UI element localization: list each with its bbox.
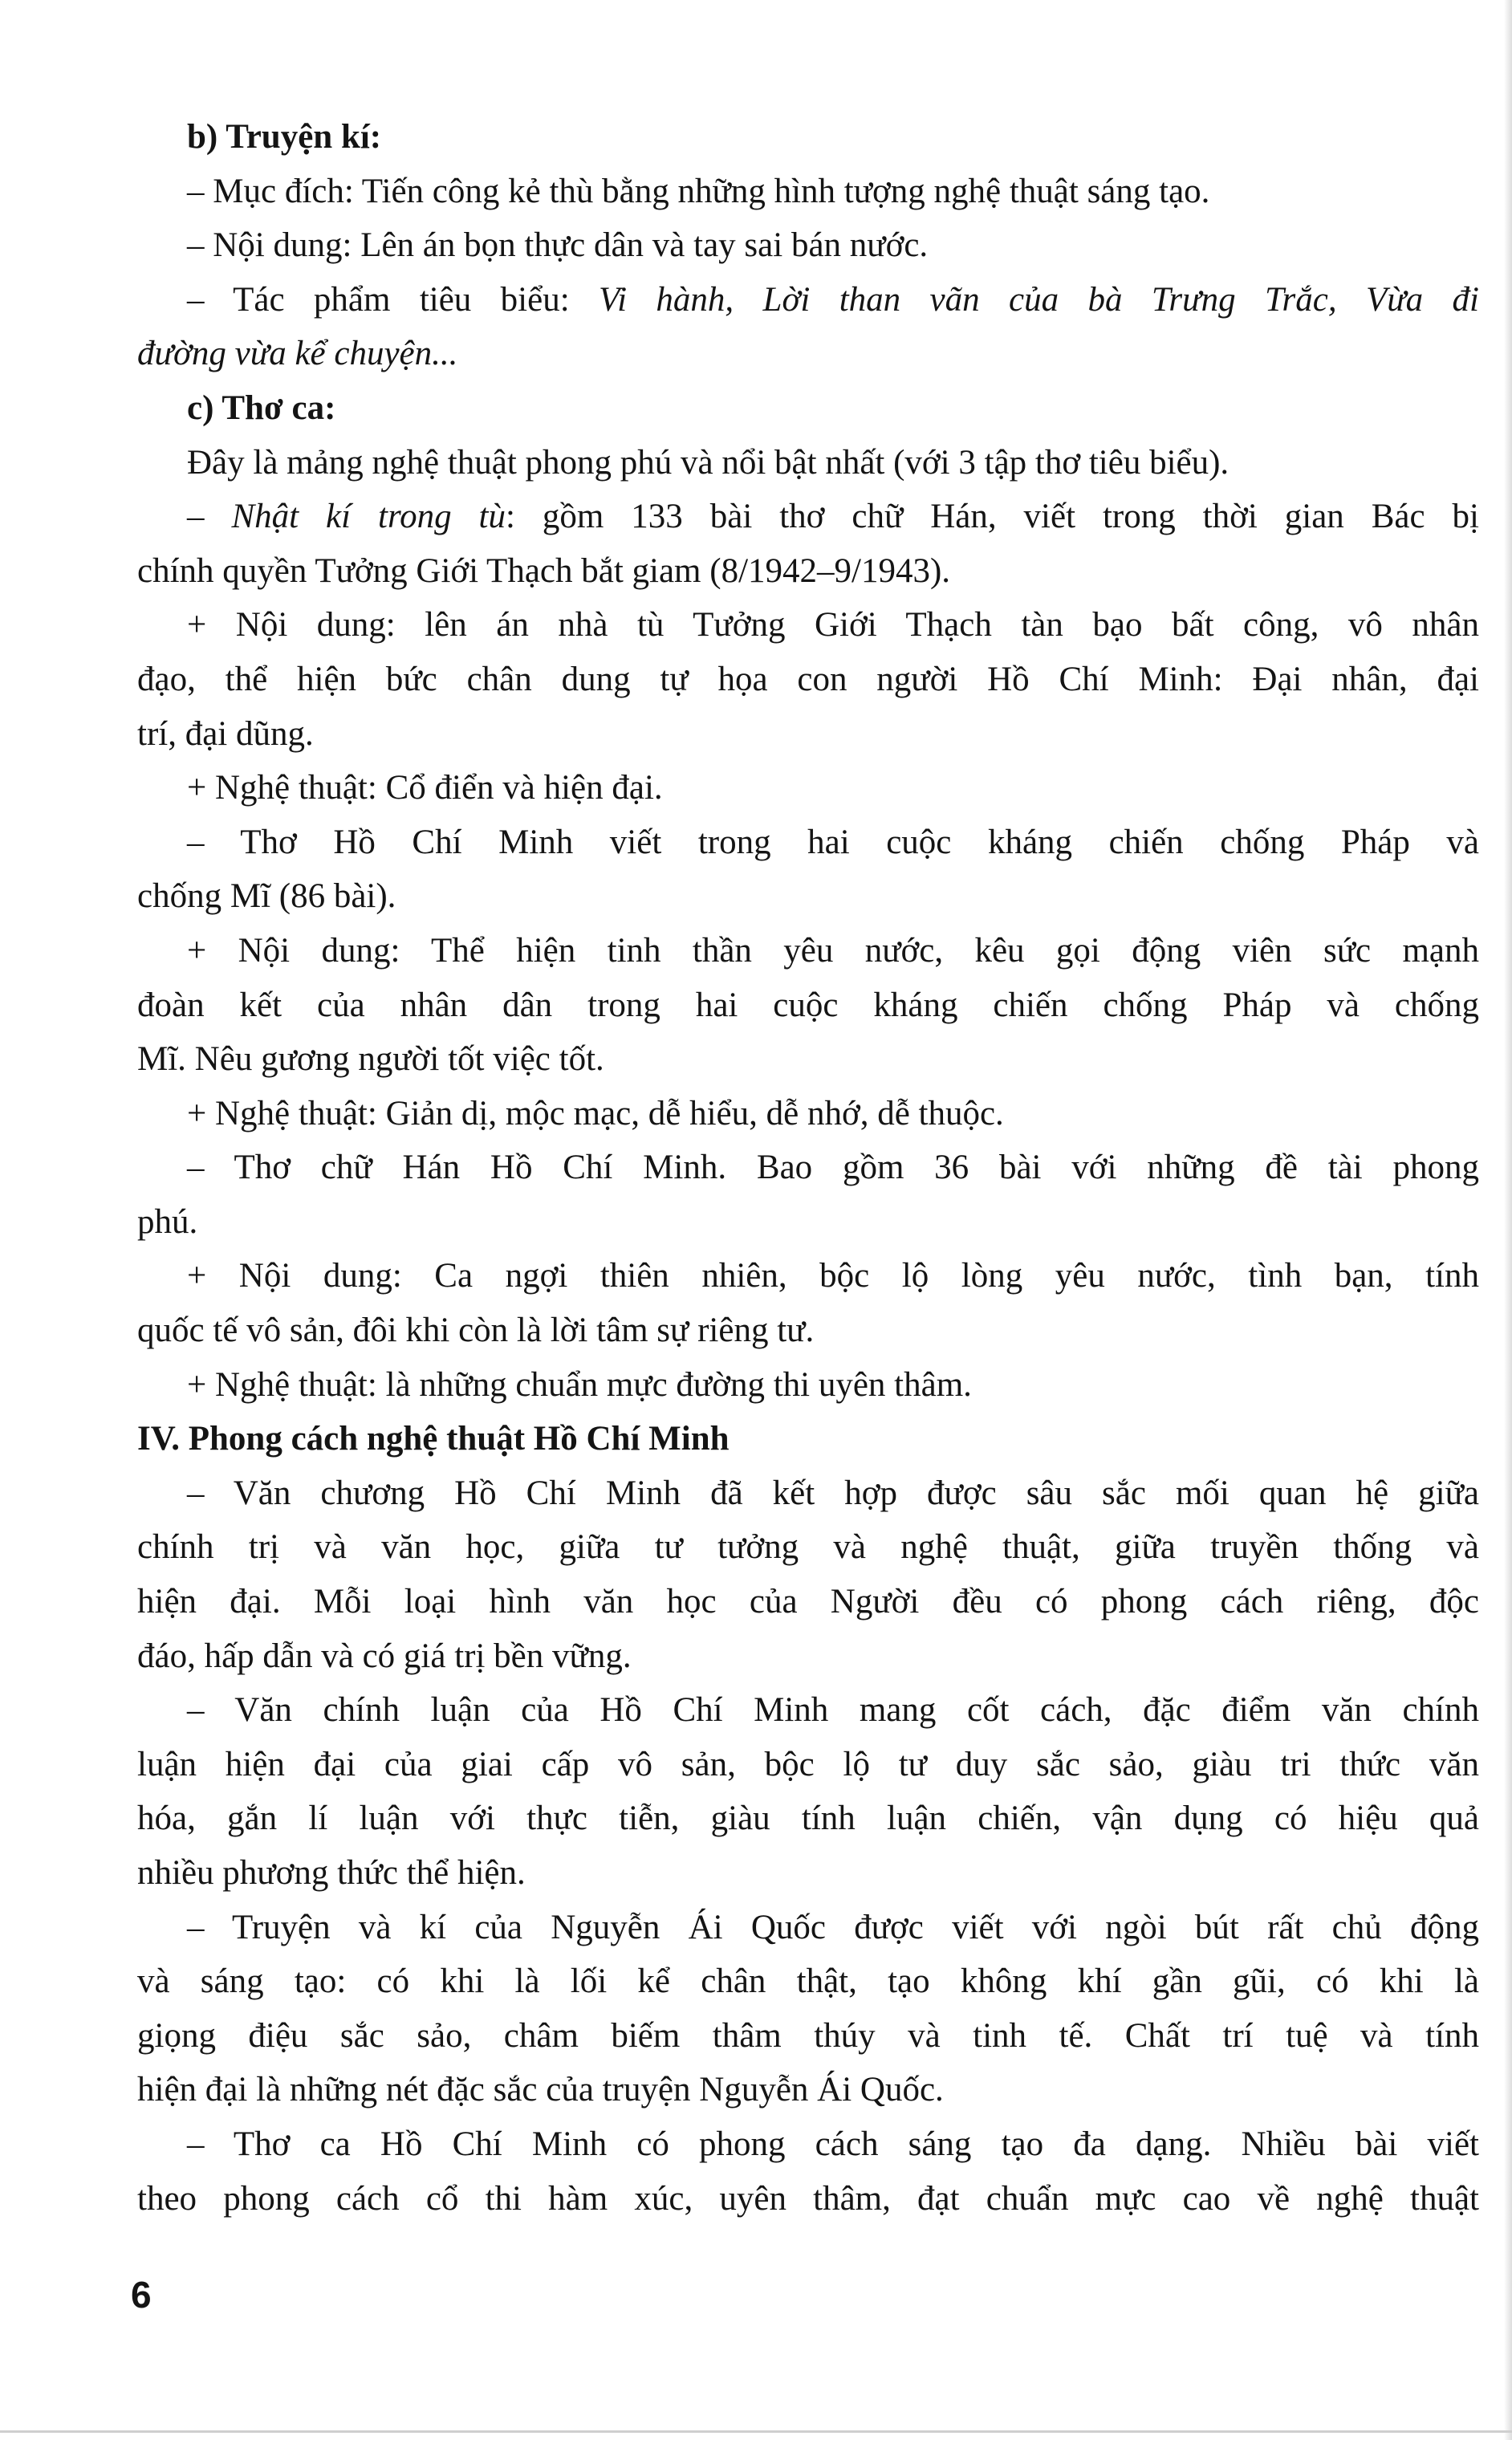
text-line: Mĩ. Nêu gương người tốt việc tốt. [137, 1040, 604, 1079]
page-edge-shadow [1504, 0, 1512, 2440]
text-line: đáo, hấp dẫn và có giá trị bền vững. [137, 1637, 632, 1675]
text-line: + Nội dung: Thể hiện tinh thần yêu nước, kêu gọi động viên sức mạnh [187, 931, 1479, 970]
text-line: Đây là mảng nghệ thuật phong phú và nổi bật nhất (với 3 tập thơ tiêu biểu). [187, 443, 1230, 482]
italic-work-titles: đường vừa kể chuyện... [137, 335, 458, 373]
text-segment: : gồm 133 bài thơ chữ Hán, viết trong thời gian Bác bị [506, 498, 1479, 536]
text-line: theo phong cách cổ thi hàm xúc, uyên thâm, đạt chuẩn mực cao về nghệ thuật [137, 2179, 1479, 2218]
text-line: + Nội dung: lên án nhà tù Tưởng Giới Thạch tàn bạo bất công, vô nhân [187, 606, 1479, 645]
page-bottom-edge [0, 2430, 1512, 2433]
text-segment: – [187, 498, 232, 536]
text-line: chống Mĩ (86 bài). [137, 877, 396, 916]
italic-work-title: Nhật kí trong tù [231, 498, 506, 536]
text-line: – Mục đích: Tiến công kẻ thù bằng những hình tượng nghệ thuật sáng tạo. [187, 172, 1210, 210]
text-line: đoàn kết của nhân dân trong hai cuộc kháng chiến chống Pháp và chống [137, 986, 1479, 1024]
page-number: 6 [131, 2274, 152, 2316]
text-line: – Văn chương Hồ Chí Minh đã kết hợp được sâu sắc mối quan hệ giữa [187, 1474, 1479, 1512]
text-line: hiện đại là những nét đặc sắc của truyện Nguyễn Ái Quốc. [137, 2071, 944, 2109]
text-line: đạo, thể hiện bức chân dung tự họa con người Hồ Chí Minh: Đại nhân, đại [137, 660, 1479, 698]
text-line [137, 490, 1479, 544]
text-line: giọng điệu sắc sảo, châm biếm thâm thúy và tinh tế. Chất trí tuệ và tính [137, 2016, 1479, 2055]
text-line: + Nội dung: Ca ngợi thiên nhiên, bộc lộ lòng yêu nước, tình bạn, tính [187, 1257, 1479, 1295]
document-page-body [137, 110, 1479, 2226]
section-heading-tho-ca: c) Thơ ca: [187, 388, 336, 427]
text-segment: – Tác phẩm tiêu biểu: [187, 280, 600, 319]
text-line: + Nghệ thuật: Giản dị, mộc mạc, dễ hiểu, dễ nhớ, dễ thuộc. [187, 1094, 1004, 1133]
text-line: và sáng tạo: có khi là lối kể chân thật, tạo không khí gần gũi, có khi là [137, 1962, 1479, 2001]
text-line: trí, đại dũng. [137, 714, 314, 753]
text-line: + Nghệ thuật: Cổ điển và hiện đại. [187, 769, 663, 807]
text-line: – Nội dung: Lên án bọn thực dân và tay sai bán nước. [187, 226, 929, 265]
italic-work-titles: Vi hành, Lời than vãn của bà Trưng Trắc, Vừa đi [599, 280, 1479, 319]
text-line: nhiều phương thức thể hiện. [137, 1854, 526, 1892]
text-line [137, 327, 1479, 381]
text-line: hiện đại. Mỗi loại hình văn học của Người đều có phong cách riêng, độc [137, 1583, 1479, 1621]
text-line: – Thơ chữ Hán Hồ Chí Minh. Bao gồm 36 bài với những đề tài phong [187, 1149, 1479, 1187]
text-line: luận hiện đại của giai cấp vô sản, bộc lộ tư duy sắc sảo, giàu tri thức văn [137, 1745, 1479, 1783]
text-line: phú. [137, 1202, 198, 1241]
text-line: quốc tế vô sản, đôi khi còn là lời tâm sự riêng tư. [137, 1312, 815, 1350]
text-line [137, 273, 1479, 327]
text-line: chính trị và văn học, giữa tư tưởng và nghệ thuật, giữa truyền thống và [137, 1528, 1479, 1567]
section-heading-truyen-ki: b) Truyện kí: [187, 118, 382, 156]
text-line: – Truyện và kí của Nguyễn Ái Quốc được viết với ngòi bút rất chủ động [187, 1908, 1479, 1946]
text-line: hóa, gắn lí luận với thực tiễn, giàu tính luận chiến, vận dụng có hiệu quả [137, 1800, 1479, 1838]
text-line: – Văn chính luận của Hồ Chí Minh mang cốt cách, đặc điểm văn chính [187, 1691, 1479, 1730]
text-line: – Thơ Hồ Chí Minh viết trong hai cuộc kháng chiến chống Pháp và [187, 823, 1479, 861]
text-line: – Thơ ca Hồ Chí Minh có phong cách sáng tạo đa dạng. Nhiều bài viết [187, 2125, 1479, 2163]
text-line: chính quyền Tưởng Giới Thạch bắt giam (8/1942–9/1943). [137, 551, 951, 590]
section-heading-phong-cach: IV. Phong cách nghệ thuật Hồ Chí Minh [137, 1420, 730, 1458]
text-line: + Nghệ thuật: là những chuẩn mực đường thi uyên thâm. [187, 1365, 972, 1404]
